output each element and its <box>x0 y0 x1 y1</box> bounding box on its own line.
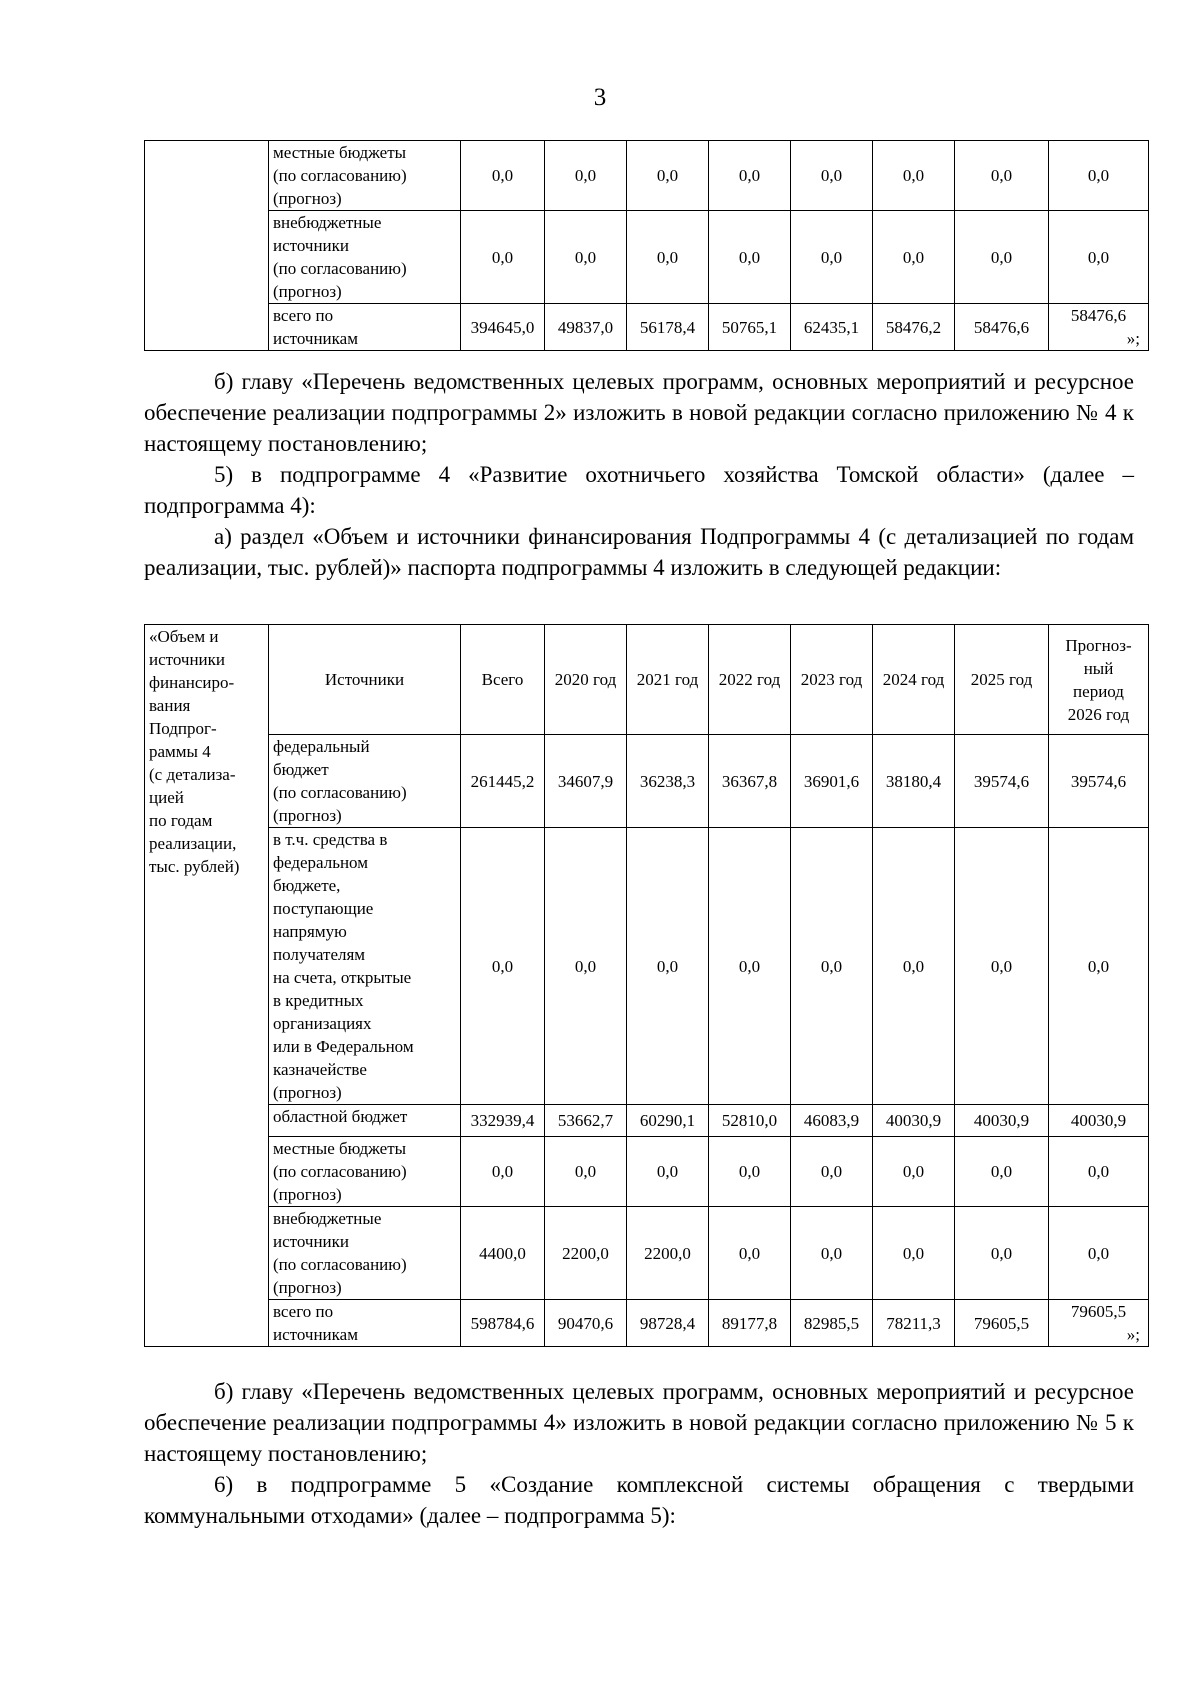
value-cell <box>709 1207 791 1300</box>
column-header: 2025 год <box>955 625 1049 735</box>
cell-value: 40030,9 <box>1070 1111 1127 1130</box>
value-cell <box>791 304 873 351</box>
cell-value: 0,0 <box>491 247 514 267</box>
cell-value: 0,0 <box>820 1162 843 1181</box>
paragraph-subprogram-5: 6) в подпрограмме 5 «Создание комплексной системы обращения с твердыми коммунальными отходами» (далее – подпрограмма 5): <box>144 1472 1134 1528</box>
table-row <box>145 828 1149 1105</box>
row-header-funding-volume: «Объем и источники финансиро- вания Подпрог- раммы 4 (с детализа- цией по годам реализации, тыс. рублей) <box>145 625 269 1347</box>
cell-value: 0,0 <box>820 247 843 267</box>
cell-value: 261445,2 <box>470 771 535 791</box>
table-row <box>145 1207 1149 1300</box>
cell-value: 2200,0 <box>644 1243 691 1263</box>
paragraph-chapter-subprogram-2: б) главу «Перечень ведомственных целевых программ, основных мероприятий и ресурсное обеспечение реализации подпрограммы 2» изложить в новой редакции согласно приложению № 4 к настоящему постановлению; <box>144 369 1134 456</box>
value-cell <box>627 735 709 828</box>
cell-value: 0,0 <box>990 166 1013 185</box>
value-cell <box>791 1105 873 1137</box>
cell-value: 0,0 <box>491 956 514 976</box>
cell-value: 0,0 <box>738 166 761 185</box>
cell-value: 0,0 <box>902 1243 925 1263</box>
value-cell <box>545 141 627 211</box>
value-cell <box>873 1105 955 1137</box>
cell-value: 0,0 <box>656 1162 679 1181</box>
value-cell <box>1049 141 1149 211</box>
value-cell <box>1049 304 1149 351</box>
cell-value: 58476,6 <box>973 317 1030 337</box>
value-cell <box>709 1137 791 1207</box>
table-row <box>145 1137 1149 1207</box>
cell-value: 46083,9 <box>803 1111 860 1130</box>
cell-value: 89177,8 <box>721 1313 778 1333</box>
value-cell <box>1049 211 1149 304</box>
cell-value: 332939,4 <box>470 1111 535 1130</box>
table-header-row <box>145 625 1149 735</box>
cell-value: 49837,0 <box>557 317 614 337</box>
cell-value: 34607,9 <box>557 771 614 791</box>
cell-value: 39574,6 <box>1070 771 1127 791</box>
value-cell <box>1049 1137 1149 1207</box>
value-cell <box>627 828 709 1105</box>
cell-value: 79605,5 <box>1070 1302 1127 1321</box>
cell-value: 40030,9 <box>973 1111 1030 1130</box>
cell-value: 0,0 <box>990 956 1013 976</box>
cell-value: 90470,6 <box>557 1313 614 1333</box>
source-cell: всего по источникам <box>269 304 461 351</box>
value-cell <box>1049 1207 1149 1300</box>
column-header: Всего <box>461 625 545 735</box>
cell-value: 4400,0 <box>479 1243 526 1263</box>
paragraph-section-funding: а) раздел «Объем и источники финансирования Подпрограммы 4 (с детализацией по годам реализации, тыс. рублей)» паспорта подпрограммы 4 изложить в следующей редакции: <box>144 524 1134 580</box>
column-header: 2023 год <box>791 625 873 735</box>
value-cell <box>461 304 545 351</box>
value-cell <box>873 211 955 304</box>
cell-value: 40030,9 <box>885 1111 942 1130</box>
cell-value: 36238,3 <box>639 771 696 791</box>
value-cell <box>461 1105 545 1137</box>
source-cell: местные бюджеты (по согласованию) (прогноз) <box>269 141 461 211</box>
table-row <box>145 211 1149 304</box>
value-cell <box>791 1207 873 1300</box>
value-cell <box>545 1137 627 1207</box>
cell-value: 0,0 <box>574 956 597 976</box>
value-cell <box>1049 828 1149 1105</box>
cell-value: 0,0 <box>820 166 843 185</box>
cell-value: 598784,6 <box>470 1313 535 1333</box>
value-cell <box>461 211 545 304</box>
cell-value: 0,0 <box>738 247 761 267</box>
value-cell <box>627 1207 709 1300</box>
cell-value: 0,0 <box>656 247 679 267</box>
value-cell <box>791 735 873 828</box>
value-cell <box>955 828 1049 1105</box>
cell-value: 0,0 <box>1087 1162 1110 1181</box>
column-header: Прогноз- ный период 2026 год <box>1049 625 1149 735</box>
value-cell <box>545 828 627 1105</box>
value-cell <box>873 828 955 1105</box>
value-cell <box>791 1300 873 1347</box>
cell-value: 0,0 <box>1087 247 1110 267</box>
value-cell <box>955 1300 1049 1347</box>
value-cell <box>709 1105 791 1137</box>
value-cell <box>1049 735 1149 828</box>
column-header: Источники <box>269 625 461 735</box>
value-cell <box>709 304 791 351</box>
column-header: 2020 год <box>545 625 627 735</box>
value-cell <box>627 304 709 351</box>
value-cell <box>461 1137 545 1207</box>
paragraph-subprogram-4: 5) в подпрограмме 4 «Развитие охотничьего хозяйства Томской области» (далее – подпрограмма 4): <box>144 462 1134 518</box>
page-number: 3 <box>593 84 607 111</box>
value-cell <box>627 211 709 304</box>
source-cell: в т.ч. средства в федеральном бюджете, поступающие напрямую получателям на счета, открытые в кредитных организациях или в Федеральном казначействе (прогноз) <box>269 828 461 1105</box>
closing-quote-mark: »; <box>1126 329 1140 348</box>
cell-value: 0,0 <box>990 1243 1013 1263</box>
cell-value: 60290,1 <box>639 1111 696 1130</box>
table-row <box>145 735 1149 828</box>
value-cell <box>545 304 627 351</box>
value-cell <box>873 1300 955 1347</box>
value-cell <box>791 828 873 1105</box>
value-cell <box>709 141 791 211</box>
cell-value: 39574,6 <box>973 771 1030 791</box>
table-row <box>145 304 1149 351</box>
closing-quote-mark: »; <box>1126 1325 1140 1344</box>
value-cell <box>461 1207 545 1300</box>
funding-table-subprogram-4 <box>144 624 1149 1347</box>
cell-value: 52810,0 <box>721 1111 778 1130</box>
table-row <box>145 1105 1149 1137</box>
value-cell <box>955 1207 1049 1300</box>
cell-value: 82985,5 <box>803 1313 860 1333</box>
value-cell <box>627 141 709 211</box>
value-cell <box>955 211 1049 304</box>
value-cell <box>545 1105 627 1137</box>
value-cell <box>545 735 627 828</box>
cell-value: 0,0 <box>574 166 597 185</box>
value-cell <box>955 1105 1049 1137</box>
cell-value: 79605,5 <box>973 1313 1030 1333</box>
source-cell: местные бюджеты (по согласованию) (прогноз) <box>269 1137 461 1207</box>
cell-value: 0,0 <box>1087 956 1110 976</box>
cell-value: 0,0 <box>902 247 925 267</box>
source-cell: областной бюджет <box>269 1105 461 1137</box>
value-cell <box>873 141 955 211</box>
cell-value: 98728,4 <box>639 1313 696 1333</box>
cell-value: 0,0 <box>491 1162 514 1181</box>
cell-value: 0,0 <box>656 166 679 185</box>
cell-value: 0,0 <box>902 956 925 976</box>
cell-value: 38180,4 <box>885 771 942 791</box>
value-cell <box>955 141 1049 211</box>
column-header: 2024 год <box>873 625 955 735</box>
cell-value: 62435,1 <box>803 317 860 337</box>
column-header: 2021 год <box>627 625 709 735</box>
value-cell <box>627 1105 709 1137</box>
table-row <box>145 1300 1149 1347</box>
cell-value: 50765,1 <box>721 317 778 337</box>
value-cell <box>955 304 1049 351</box>
value-cell <box>791 141 873 211</box>
value-cell <box>461 1300 545 1347</box>
cell-value: 0,0 <box>990 1162 1013 1181</box>
cell-value: 58476,2 <box>885 317 942 337</box>
cell-value: 0,0 <box>738 1243 761 1263</box>
cell-value: 0,0 <box>738 1162 761 1181</box>
cell-value: 0,0 <box>738 956 761 976</box>
cell-value: 394645,0 <box>470 317 535 337</box>
value-cell <box>791 1137 873 1207</box>
column-header: 2022 год <box>709 625 791 735</box>
value-cell <box>1049 1105 1149 1137</box>
value-cell <box>873 1137 955 1207</box>
value-cell <box>873 304 955 351</box>
cell-value: 0,0 <box>820 1243 843 1263</box>
value-cell <box>461 735 545 828</box>
value-cell <box>709 735 791 828</box>
cell-value: 0,0 <box>820 956 843 976</box>
source-cell: внебюджетные источники (по согласованию) (прогноз) <box>269 1207 461 1300</box>
value-cell <box>709 828 791 1105</box>
cell-value: 0,0 <box>902 166 925 185</box>
value-cell <box>545 1207 627 1300</box>
cell-value: 0,0 <box>902 1162 925 1181</box>
paragraph-chapter-subprogram-4: б) главу «Перечень ведомственных целевых программ, основных мероприятий и ресурсное обеспечение реализации подпрограммы 4» изложить в новой редакции согласно приложению № 5 к настоящему постановлению; <box>144 1379 1134 1466</box>
value-cell <box>955 735 1049 828</box>
source-cell: федеральный бюджет (по согласованию) (прогноз) <box>269 735 461 828</box>
value-cell <box>461 828 545 1105</box>
paragraphs-block-b <box>144 1376 1134 1531</box>
table-row <box>145 141 1149 211</box>
cell-value: 2200,0 <box>562 1243 609 1263</box>
value-cell <box>873 1207 955 1300</box>
cell-value: 0,0 <box>990 247 1013 267</box>
value-cell <box>955 1137 1049 1207</box>
source-cell: всего по источникам <box>269 1300 461 1347</box>
paragraphs-block-a <box>144 366 1134 583</box>
cell-value: 36367,8 <box>721 771 778 791</box>
value-cell <box>627 1137 709 1207</box>
source-cell: внебюджетные источники (по согласованию) (прогноз) <box>269 211 461 304</box>
cell-value: 58476,6 <box>1070 306 1127 325</box>
value-cell <box>545 1300 627 1347</box>
value-cell <box>627 1300 709 1347</box>
cell-value: 56178,4 <box>639 317 696 337</box>
cell-value: 0,0 <box>1087 166 1110 185</box>
value-cell <box>709 1300 791 1347</box>
cell-value: 0,0 <box>656 956 679 976</box>
cell-value: 0,0 <box>574 1162 597 1181</box>
value-cell <box>1049 1300 1149 1347</box>
cell-value: 36901,6 <box>803 771 860 791</box>
empty-lead-cell <box>145 141 269 351</box>
cell-value: 78211,3 <box>886 1313 941 1333</box>
cell-value: 0,0 <box>1087 1243 1110 1263</box>
cell-value: 53662,7 <box>557 1111 614 1130</box>
value-cell <box>545 211 627 304</box>
value-cell <box>873 735 955 828</box>
value-cell <box>709 211 791 304</box>
cell-value: 0,0 <box>491 166 514 185</box>
cell-value: 0,0 <box>574 247 597 267</box>
funding-table-continuation <box>144 140 1149 351</box>
value-cell <box>791 211 873 304</box>
value-cell <box>461 141 545 211</box>
